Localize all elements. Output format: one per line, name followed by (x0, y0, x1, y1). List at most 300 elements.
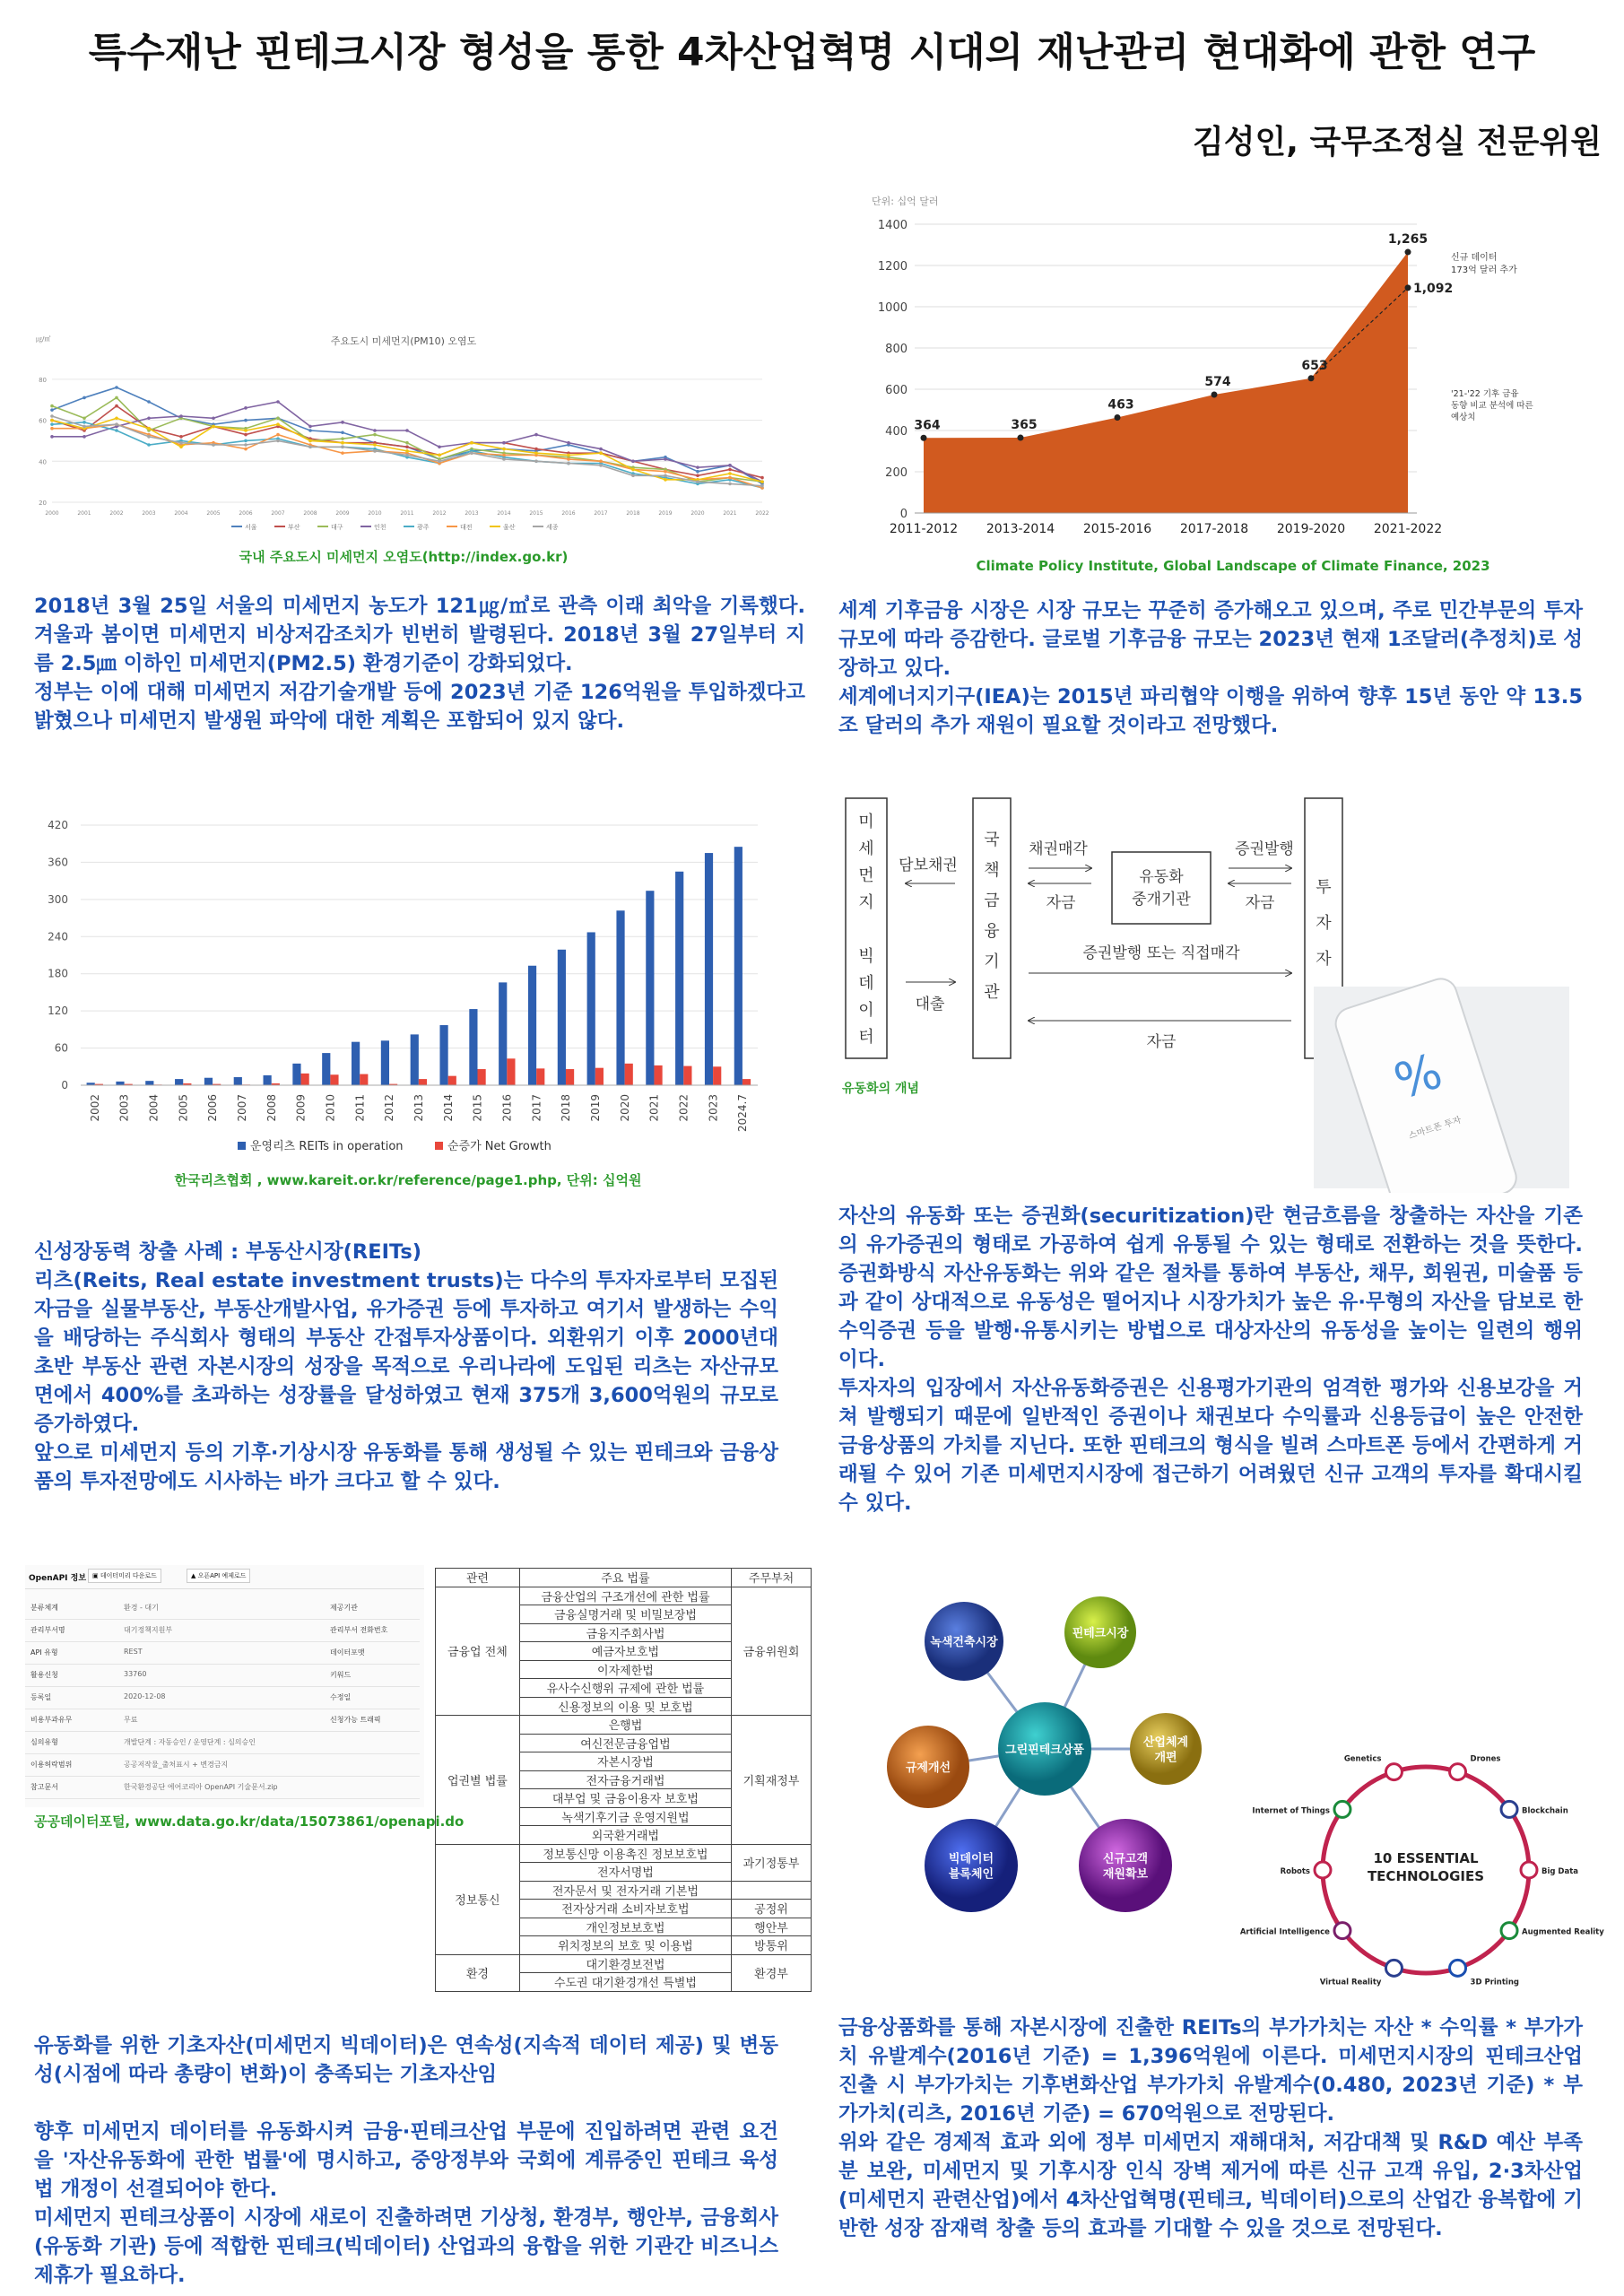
pm-point (341, 441, 344, 445)
pm-point (599, 448, 603, 451)
laws-header-dept: 주무부처 (732, 1569, 812, 1587)
text-data-spacer (34, 2089, 778, 2118)
reits-bar (301, 1074, 309, 1085)
laws-dept: 행안부 (732, 1918, 812, 1936)
pm-point (244, 448, 248, 451)
api-cell: 데이터포맷 (330, 1648, 365, 1657)
fintech-node-label: 개편 (1154, 1751, 1177, 1765)
poster-title: 특수재난 핀테크시장 형성을 통한 4차산업혁명 시대의 재난관리 현대화에 관한 연구 (88, 30, 1536, 75)
pm-point (470, 451, 473, 455)
pm-point (760, 484, 764, 488)
fintech-center-label: 그린핀테크상품 (1005, 1744, 1084, 1757)
box-char: 지 (858, 893, 874, 912)
api-screenshot (25, 1565, 424, 1807)
pm-point (470, 441, 473, 445)
climate-extra-label: 1,092 (1413, 281, 1454, 296)
api-header: OpenAPI 정보 (29, 1574, 87, 1583)
climate-point (921, 435, 927, 441)
pm-point (438, 459, 441, 463)
pm-point (405, 449, 409, 453)
box-char: 터 (858, 1028, 874, 1047)
reits-bar (116, 1082, 124, 1085)
tech-node-label: Robots (1280, 1867, 1310, 1876)
pm-point (728, 464, 732, 467)
reits-bar (734, 847, 743, 1085)
pm-point (599, 459, 603, 463)
label-issue: 증권발행 (1235, 840, 1294, 858)
reits-bar (595, 1068, 604, 1085)
pm-ytick: 80 (39, 376, 47, 384)
pm-point (179, 414, 183, 418)
pm-point (728, 472, 732, 475)
pm-point (696, 480, 699, 483)
text-data-p1: 유동화를 위한 기초자산(미세먼지 빅데이터)은 연속성(지속적 데이터 제공) 및 변동성(시점에 따라 총량이 변화)이 충족되는 기초자산임 (34, 2034, 778, 2086)
text-reits (34, 1238, 778, 1496)
pm-point (308, 445, 312, 448)
tech-node-label: Internet of Things (1252, 1806, 1330, 1816)
api-row (25, 1618, 420, 1642)
pm-xtick: 2018 (626, 510, 640, 517)
tech-node-label: Drones (1470, 1754, 1501, 1764)
pm-caption: 국내 주요도시 미세먼지 오염도(http://index.go.kr) (239, 549, 569, 565)
reits-xtick: 2024.7 (736, 1094, 750, 1132)
fintech-node-label: 녹색건축시장 (930, 1636, 998, 1649)
pm-point (83, 396, 86, 400)
laws-dept: 공정위 (732, 1900, 812, 1918)
pm-point (244, 443, 248, 447)
climate-ytick: 200 (885, 466, 908, 480)
api-row (25, 1708, 420, 1732)
reits-bar (705, 853, 713, 1085)
label-fund2: 자금 (1245, 894, 1275, 912)
pm-point (50, 427, 54, 430)
label-loan: 대출 (915, 996, 945, 1013)
pm-legend-label: 부산 (288, 524, 300, 531)
pm-ytick: 20 (39, 500, 47, 507)
pm-xtick: 2005 (206, 510, 221, 517)
reits-bar (411, 1034, 419, 1085)
tech-node-icon (1501, 1923, 1517, 1939)
pm-point (405, 445, 409, 448)
pm-xtick: 2015 (529, 510, 543, 517)
api-caption: 공공데이터포털, www.data.go.kr/data/15073861/openapi.do (34, 1813, 465, 1830)
api-cell: 공공저작물_출처표시 + 변경금지 (124, 1761, 229, 1769)
box-char: 기 (984, 952, 1000, 971)
pm-point (244, 433, 248, 437)
api-cell: 수정일 (330, 1693, 352, 1701)
climate-point (1308, 375, 1315, 381)
laws-law: 예금자보호법 (519, 1642, 731, 1661)
reits-bar (528, 966, 536, 1085)
reits-ytick: 300 (48, 892, 68, 906)
laws-dept: 금융위원회 (732, 1587, 812, 1716)
api-cell: 활용신청 (30, 1671, 58, 1679)
reits-xtick: 2018 (560, 1094, 573, 1122)
reits-xtick: 2012 (383, 1094, 396, 1122)
laws-dept: 환경부 (732, 1954, 812, 1991)
laws-law: 전자금융거래법 (519, 1770, 731, 1789)
author: 김성인, 국무조정실 전문위원 (1192, 124, 1602, 161)
label-fund3: 자금 (1146, 1033, 1177, 1051)
climate-xtick: 2013-2014 (986, 522, 1055, 536)
pm-point (147, 443, 151, 447)
tech-title-2: TECHNOLOGIES (1367, 1868, 1485, 1884)
reits-bar (625, 1064, 633, 1085)
pm-point (599, 451, 603, 455)
reits-bar (558, 950, 566, 1085)
pm-chart-title: 주요도시 미세먼지(PM10) 오염도 (330, 335, 477, 347)
pm-xtick: 2019 (658, 510, 673, 517)
reits-bar (419, 1079, 427, 1085)
pm-point (179, 441, 183, 445)
climate-area (924, 252, 1408, 513)
tech-title-1: 10 ESSENTIAL (1373, 1850, 1479, 1866)
pm-point (50, 408, 54, 412)
climate-point (1018, 435, 1024, 441)
pm-point (502, 441, 506, 445)
laws-header-cat: 관련 (436, 1569, 520, 1587)
api-row (25, 1752, 420, 1777)
pm-point (50, 404, 54, 408)
pm-point (760, 480, 764, 483)
reits-xtick: 2002 (88, 1094, 101, 1122)
laws-dept (732, 1881, 812, 1900)
api-row (25, 1640, 420, 1665)
pm-legend-label: 광주 (417, 524, 430, 531)
text-climate (838, 596, 1583, 740)
climate-ytick: 1200 (877, 260, 908, 274)
fintech-node-label: 빅데이터 (948, 1852, 994, 1866)
center-box-line1: 유동화 (1139, 868, 1184, 886)
reits-bar (566, 1069, 574, 1085)
pm-point (631, 468, 635, 472)
text-data-p3: 미세먼지 핀테크상품이 시장에 새로이 진출하려면 기상청, 환경부, 행안부, 금융회사(유동화 기관) 등에 적합한 핀테크(빅데이터) 산업과의 융합을 위한 기관간 비즈니스 제휴가 필요하다. (34, 2206, 778, 2287)
climate-ytick: 400 (885, 425, 908, 439)
pm-xtick: 2014 (497, 510, 511, 517)
pm-point (115, 404, 118, 408)
climate-annotation-top: 신규 데이터 (1451, 253, 1498, 263)
pm-point (696, 474, 699, 477)
fintech-node-label: 블록체인 (948, 1867, 994, 1882)
laws-law: 이자제한법 (519, 1660, 731, 1679)
api-row (25, 1775, 420, 1799)
api-tab2[interactable]: ▲ 오픈API 예제로드 (187, 1569, 250, 1583)
pm-point (341, 445, 344, 448)
tech-diagram (1238, 1726, 1614, 2013)
api-cell: 키워드 (330, 1671, 352, 1679)
climate-ytick: 0 (899, 508, 908, 521)
pm-point (405, 454, 409, 457)
api-cell: 33760 (124, 1670, 147, 1678)
reits-ytick: 240 (48, 930, 68, 944)
fintech-node-label: 규제개선 (905, 1761, 951, 1775)
pm-point (728, 468, 732, 472)
api-cell: 관리부서 전화번호 (330, 1626, 388, 1634)
reits-xtick: 2011 (353, 1094, 367, 1122)
reits-bar (646, 891, 654, 1085)
box-char: 빅 (858, 947, 874, 966)
laws-law: 전자문서 및 전자거래 기본법 (519, 1881, 731, 1900)
text-reits-heading: 신성장동력 창출 사례 : 부동산시장(REITs) (34, 1240, 422, 1264)
pm-point (50, 422, 54, 426)
pm-point (534, 451, 538, 455)
pm-point (696, 465, 699, 469)
laws-law: 자본시장법 (519, 1752, 731, 1771)
pm-xtick: 2004 (174, 510, 188, 517)
laws-law: 개인정보보호법 (519, 1918, 731, 1936)
climate-annotation-side: 동향 비교 분석에 따른 (1451, 401, 1533, 411)
pm-point (147, 416, 151, 420)
api-row (25, 1663, 420, 1687)
pm-point (534, 459, 538, 463)
climate-ytick: 600 (885, 384, 908, 397)
reits-bar (743, 1079, 751, 1085)
pm-point (276, 433, 280, 437)
reits-bar (234, 1077, 242, 1085)
securitization-diagram (829, 789, 1583, 1193)
climate-value-label: 365 (1011, 418, 1038, 433)
pm-xtick: 2002 (109, 510, 124, 517)
api-cell: 등록일 (30, 1693, 52, 1701)
pm-point (373, 433, 377, 437)
pm-point (244, 439, 248, 443)
pm-xtick: 2009 (335, 510, 350, 517)
tech-node-icon (1450, 1960, 1466, 1976)
pm-point (438, 454, 441, 457)
laws-law: 금융지주회사법 (519, 1623, 731, 1642)
reits-xtick: 2023 (707, 1094, 720, 1122)
pm-xtick: 2010 (368, 510, 382, 517)
phone-text: 스마트폰 투자 (1407, 1115, 1463, 1142)
tech-node-label: Big Data (1541, 1867, 1579, 1876)
api-cell: 이용허락범위 (30, 1761, 73, 1769)
reits-ytick: 360 (48, 856, 68, 869)
pm-point (567, 441, 570, 445)
text-sec-p2: 투자자의 입장에서 자산유동화증권은 신용평가기관의 엄격한 평가와 신용보강을 거쳐 발행되기 때문에 일반적인 증권이나 채권보다 수익률과 신용등급이 높은 안전한 금융상품의 가치를 지닌다. 또한 핀테크의 형식을 빌려 스마트폰 등에서 간편하게 거래될 수 있어 기존 미세먼지시장에 접근하기 어려웠던 신규 고객의 투자를 확대시킬 수 있다. (838, 1377, 1583, 1515)
reits-ytick: 420 (48, 819, 68, 831)
pm-xtick: 2001 (77, 510, 91, 517)
laws-law: 금융산업의 구조개선에 관한 법률 (519, 1587, 731, 1605)
reits-bar (587, 932, 595, 1085)
reits-legend-label: 순증가 Net Growth (447, 1140, 551, 1153)
laws-law: 녹색기후기금 운영지원법 (519, 1807, 731, 1826)
tech-node-label: Artificial Intelligence (1239, 1927, 1330, 1937)
laws-law: 전자서명법 (519, 1863, 731, 1882)
climate-value-label: 364 (914, 418, 941, 433)
pm-point (83, 416, 86, 420)
reits-xtick: 2010 (324, 1094, 337, 1122)
pm-point (341, 451, 344, 455)
laws-law: 전자상거래 소비자보호법 (519, 1900, 731, 1918)
pm-point (728, 476, 732, 480)
reits-bar (204, 1078, 213, 1085)
pm-legend-label: 인천 (374, 524, 386, 531)
pm-point (599, 464, 603, 467)
pm-point (83, 425, 86, 429)
api-cell: 제공기관 (330, 1604, 358, 1612)
tech-node-label: Genetics (1343, 1754, 1382, 1764)
reits-bar (477, 1069, 485, 1085)
climate-caption: Climate Policy Institute, Global Landscape of Climate Finance, 2023 (976, 558, 1490, 574)
reits-xtick: 2004 (147, 1094, 161, 1122)
laws-category: 업권별 법률 (436, 1716, 520, 1845)
pm-point (179, 445, 183, 448)
api-cell: 분류체계 (30, 1604, 58, 1612)
laws-law: 외국환거래법 (519, 1826, 731, 1845)
pm-point (631, 459, 635, 463)
api-row (25, 1730, 420, 1754)
box-char: 관 (984, 983, 1000, 1002)
pm-point (147, 435, 151, 439)
api-cell: 참고문서 (30, 1783, 58, 1791)
pm-point (115, 386, 118, 389)
pm-point (534, 433, 538, 437)
fintech-node-label: 산업체계 (1142, 1735, 1189, 1750)
pm-point (664, 478, 667, 482)
reits-bar (713, 1066, 721, 1085)
climate-value-label: 653 (1301, 358, 1328, 373)
reits-bar (381, 1040, 389, 1085)
api-cell: 대기정책지원부 (124, 1626, 173, 1634)
pm-point (502, 457, 506, 461)
pm-point (308, 429, 312, 432)
climate-ytick: 1400 (877, 219, 908, 232)
api-cell: 2020-12-08 (124, 1692, 166, 1700)
api-row (25, 1685, 420, 1709)
reits-xtick: 2016 (500, 1094, 514, 1122)
laws-dept: 방통위 (732, 1936, 812, 1955)
tech-node-icon (1385, 1764, 1402, 1780)
pm-xtick: 2020 (690, 510, 705, 517)
pm-point (341, 437, 344, 440)
climate-point (1115, 414, 1121, 421)
climate-xtick: 2017-2018 (1179, 522, 1249, 536)
center-box (1112, 852, 1211, 924)
pm-xtick: 2000 (45, 510, 59, 517)
reits-bar (264, 1075, 272, 1085)
box-char: 자 (1316, 950, 1332, 969)
climate-ytick: 1000 (877, 301, 908, 315)
pm-legend-label: 세종 (546, 524, 559, 531)
reits-bar (322, 1053, 330, 1085)
pm-point (308, 425, 312, 429)
reits-bar (439, 1025, 447, 1085)
text-sec-p1: 자산의 유동화 또는 증권화(securitization)란 현금흐름을 창출하는 자산을 기존의 유가증권의 형태로 가공하여 쉽게 유통될 수 있는 형태로 전환하는 것을 뜻한다. 증권화방식 자산유동화는 위와 같은 절차를 통하여 부동산, 채무, 회원권, 미술품 등과 같이 상대적으로 유동성은 떨어지나 시장가치가 높은 유·무형의 자산을 담보로 한 수익증권 등을 발행·유통시키는 방법으로 대상자산의 유동성을 높이는 일련의 행위이다. (838, 1205, 1583, 1371)
api-cell: 환경 - 대기 (124, 1604, 159, 1612)
climate-value-label: 463 (1107, 397, 1134, 413)
reits-bar (507, 1058, 515, 1085)
box-char: 데 (858, 974, 874, 993)
laws-law: 은행법 (519, 1716, 731, 1735)
api-tab1[interactable]: ▣ 데이터미리 다운로드 (88, 1569, 161, 1583)
pm-chart-unit: ㎍/㎥ (36, 335, 51, 343)
pm-xtick: 2021 (723, 510, 737, 517)
box-char: 투 (1316, 878, 1332, 897)
api-cell: REST (124, 1648, 143, 1656)
fintech-node-label: 핀테크시장 (1072, 1627, 1129, 1640)
box-char: 금 (984, 891, 1000, 910)
box-char: 미 (858, 813, 874, 831)
fintech-node-label: 신규고객 (1102, 1852, 1149, 1866)
laws-law: 대기환경보전법 (519, 1954, 731, 1973)
text-climate-p1: 세계 기후금융 시장은 시장 규모는 꾸준히 증가해오고 있으며, 주로 민간부문의 투자 규모에 따라 증감한다. 글로벌 기후금융 규모는 2023년 현재 1조달러(추정치)로 성장하고 있다. (838, 599, 1583, 680)
text-climate-p2: 세계에너지기구(IEA)는 2015년 파리협약 이행을 위하여 향후 15년 동안 약 13.5조 달러의 추가 재원이 필요할 것이라고 전망했다. (838, 685, 1583, 737)
box-char: 이 (858, 1001, 874, 1020)
tech-node-icon (1501, 1801, 1517, 1817)
climate-xtick: 2019-2020 (1276, 522, 1346, 536)
pm-point (83, 435, 86, 439)
climate-xtick: 2011-2012 (889, 522, 959, 536)
reits-xtick: 2005 (177, 1094, 190, 1122)
reits-ytick: 180 (48, 967, 68, 980)
text-value-p2: 위와 같은 경제적 효과 외에 정부 미세먼지 재해대처, 저감대책 및 R&D 예산 부족분 보완, 미세먼지 및 기후시장 인식 장벽 제거에 따른 신규 고객 유입, 2·3차산업(미세먼지 관련산업)에서 4차산업혁명(핀테크, 빅데이터)으로의 산업간 융복합에 기반한 성장 잠재력 창출 등의 효과를 기대할 수 있을 것으로 전망된다. (838, 2131, 1583, 2240)
api-cell: API 유형 (30, 1648, 58, 1657)
api-row (25, 1596, 420, 1620)
climate-value-label: 574 (1204, 374, 1231, 389)
pm-point (83, 421, 86, 424)
pm-point (147, 427, 151, 430)
pm-xtick: 2006 (239, 510, 253, 517)
pm-ytick: 60 (39, 417, 47, 425)
pm-xtick: 2003 (142, 510, 156, 517)
pm-point (115, 416, 118, 420)
text-data-p2: 향후 미세먼지 데이터를 유동화시켜 금융·핀테크산업 부문에 진입하려면 관련 요건을 '자산유동화에 관한 법률'에 명시하고, 중앙정부와 국회에 계류중인 핀테크 육성법 개정이 선결되어야 한다. (34, 2120, 778, 2201)
pm-xtick: 2007 (271, 510, 285, 517)
fintech-node-label: 재원확보 (1102, 1867, 1149, 1882)
pm-point (567, 454, 570, 457)
pm-point (373, 429, 377, 432)
laws-law: 유사수신행위 규제에 관한 법률 (519, 1679, 731, 1698)
pm-legend-label: 대구 (331, 524, 343, 531)
reits-bar (654, 1065, 662, 1085)
laws-law: 정보통신망 이용촉진 정보보호법 (519, 1844, 731, 1863)
api-cell: 비용부과유무 (30, 1716, 73, 1724)
pm-xtick: 2022 (755, 510, 769, 517)
reits-bar (352, 1042, 360, 1085)
pm-xtick: 2017 (594, 510, 608, 517)
reits-ytick: 120 (48, 1004, 68, 1018)
reits-xtick: 2013 (413, 1094, 425, 1122)
pm-point (212, 416, 215, 420)
pm-xtick: 2016 (561, 510, 576, 517)
text-pm-p2: 정부는 이에 대해 미세먼지 저감기술개발 등에 2023년 기준 126억원을 투입하겠다고 밝혔으나 미세먼지 발생원 파악에 대한 계획은 포함되어 있지 않다. (34, 681, 805, 733)
pm-point (664, 474, 667, 477)
climate-unit: 단위: 십억 달러 (872, 196, 939, 207)
label-bond-sale: 채권매각 (1029, 840, 1088, 858)
reits-xtick: 2022 (677, 1094, 690, 1122)
pm-ytick: 40 (39, 458, 47, 466)
pm-point (502, 454, 506, 457)
pm-legend-label: 대전 (460, 524, 473, 531)
laws-category: 정보통신 (436, 1844, 520, 1954)
reits-xtick: 2007 (236, 1094, 249, 1122)
pm-point (50, 435, 54, 439)
reits-xtick: 2003 (117, 1094, 131, 1122)
pm-point (276, 416, 280, 420)
reits-ytick: 60 (54, 1041, 68, 1055)
pm-xtick: 2013 (465, 510, 479, 517)
pm-point (405, 429, 409, 432)
pm-point (276, 400, 280, 404)
pm-point (405, 441, 409, 445)
pm-point (664, 457, 667, 461)
laws-category: 환경 (436, 1954, 520, 1991)
pm-point (115, 429, 118, 432)
pm-point (502, 448, 506, 451)
pm-point (276, 422, 280, 426)
reits-xtick: 2019 (588, 1094, 602, 1122)
reits-xtick: 2017 (530, 1094, 543, 1122)
